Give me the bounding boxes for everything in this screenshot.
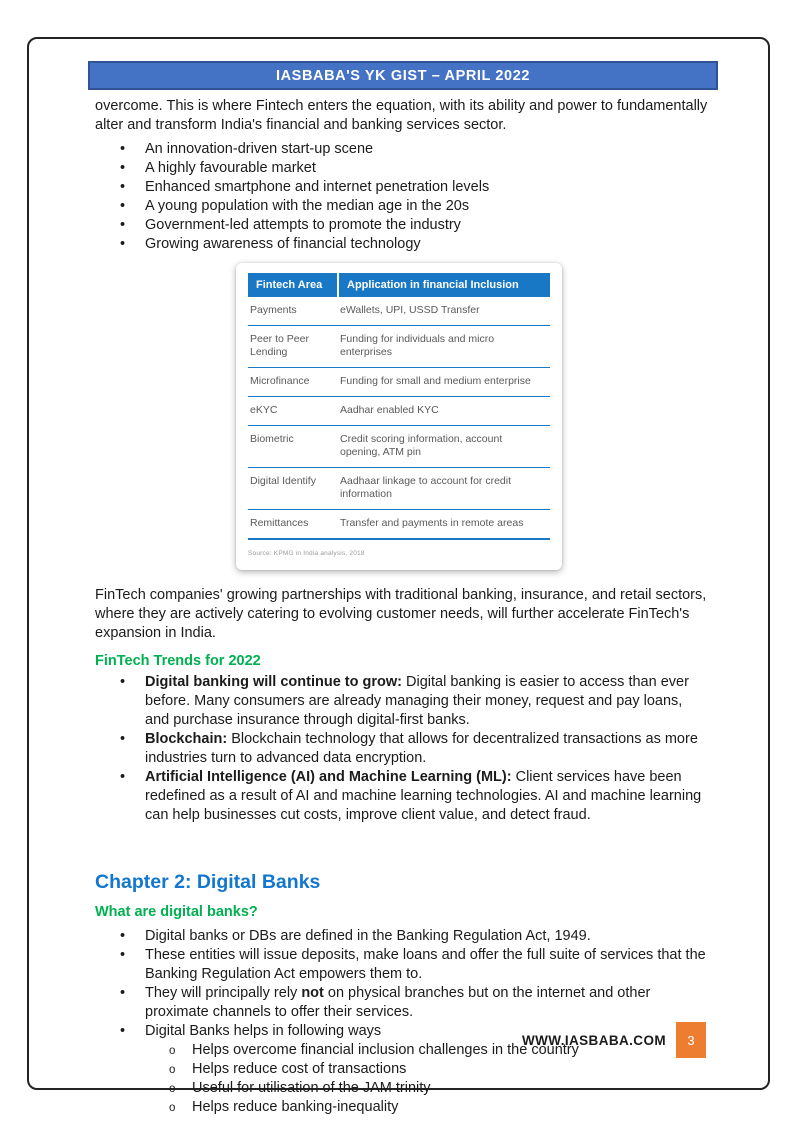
table-cell: Transfer and payments in remote areas — [338, 510, 550, 540]
bullet-item: • Enhanced smartphone and internet penetration levels — [95, 178, 709, 197]
fintech-table-card — [236, 263, 562, 570]
bullet-text-bold: not — [301, 985, 324, 1001]
page-title: IASBABA'S YK GIST – APRIL 2022 — [275, 67, 531, 84]
table-cell: Microfinance — [248, 368, 338, 397]
partnership-paragraph: FinTech companies' growing partnerships with traditional banking, insurance, and retail sectors, where they are actively catering to evolving customer needs, will further accelerate FinTech's expansion in India. — [95, 587, 707, 641]
table-header-row — [248, 273, 550, 297]
sub-bullet: o Helps reduce banking-inequality — [145, 1098, 709, 1117]
table-cell: Funding for individuals and micro enterprises — [338, 326, 550, 368]
intro-paragraph: overcome. This is where Fintech enters the equation, with its ability and power to fundamentally alter and transform India's financial and banking services sector. — [95, 98, 708, 133]
trend-text: Blockchain technology that allows for decentralized transactions as more industries turn to advanced data encryption. — [145, 731, 698, 766]
chapter-bullet: • These entities will issue deposits, make loans and offer the full suite of services that the Banking Regulation Act empowers them to. — [95, 946, 709, 984]
table-row — [248, 368, 550, 397]
table-cell: Remittances — [248, 510, 338, 540]
fintech-table — [248, 273, 550, 540]
trend-item — [95, 768, 709, 825]
page-number-badge: 3 — [676, 1022, 706, 1058]
table-row — [248, 397, 550, 426]
table-cell: Credit scoring information, account opening, ATM pin — [338, 426, 550, 468]
table-row — [248, 426, 550, 468]
trend-item — [95, 730, 709, 768]
trend-item — [95, 673, 709, 730]
footer — [522, 1022, 706, 1058]
document-content — [95, 97, 709, 1117]
chapter-title: Chapter 2: Digital Banks — [95, 871, 321, 893]
table-row — [248, 326, 550, 368]
bullet-text: on physical branches but on the internet and other proximate channels to offer their services. — [145, 985, 651, 1020]
bullet-item: • Growing awareness of financial technology — [95, 235, 709, 254]
table-cell: Biometric — [248, 426, 338, 468]
table-header-cell: Fintech Area — [248, 273, 338, 297]
table-row — [248, 510, 550, 540]
table-cell: eKYC — [248, 397, 338, 426]
table-cell: Aadhar enabled KYC — [338, 397, 550, 426]
bullet-item: • An innovation-driven start-up scene — [95, 140, 709, 159]
table-cell: Funding for small and medium enterprise — [338, 368, 550, 397]
bullet-item: • Government-led attempts to promote the industry — [95, 216, 709, 235]
trend-text: Digital banking is easier to access than ever before. Many consumers are already managing their money, request and pay loans, and purchase insurance through digital-first banks. — [145, 674, 689, 728]
table-source-note: Source: KPMG in India analysis, 2018 — [248, 550, 365, 557]
chapter-bullet: • Digital banks or DBs are defined in the Banking Regulation Act, 1949. — [95, 927, 709, 946]
trends-list — [95, 673, 709, 825]
trend-lead: Digital banking will continue to grow: — [145, 674, 402, 690]
trend-lead: Blockchain: — [145, 731, 228, 747]
section-subheading: What are digital banks? — [95, 904, 258, 920]
trend-lead: Artificial Intelligence (AI) and Machine Learning (ML): — [145, 769, 512, 785]
table-cell: eWallets, UPI, USSD Transfer — [338, 297, 550, 326]
table-header-cell: Application in financial Inclusion — [338, 273, 550, 297]
bullet-text: Digital Banks helps in following ways — [145, 1023, 382, 1039]
bullet-item: • A young population with the median age in the 20s — [95, 197, 709, 216]
bullet-text: They will principally rely — [145, 985, 302, 1001]
chapter-bullet — [95, 984, 709, 1022]
table-row — [248, 468, 550, 510]
header-bar — [88, 61, 718, 90]
intro-bullet-list — [95, 140, 709, 254]
table-cell: Digital Identify — [248, 468, 338, 510]
trend-text: Client services have been redefined as a result of AI and machine learning technologies. AI and machine learning can help businesses cut costs, improve client value, and detect fraud. — [145, 769, 702, 823]
table-cell: Payments — [248, 297, 338, 326]
bullet-item: • A highly favourable market — [95, 159, 709, 178]
table-cell: Aadhaar linkage to account for credit information — [338, 468, 550, 510]
sub-bullet: o Useful for utilisation of the JAM trinity — [145, 1079, 709, 1098]
sub-bullet: o Helps overcome financial inclusion challenges in the country — [145, 1041, 709, 1060]
table-row — [248, 297, 550, 326]
trends-heading: FinTech Trends for 2022 — [95, 653, 261, 669]
sub-bullet: o Helps reduce cost of transactions — [145, 1060, 709, 1079]
table-cell: Peer to Peer Lending — [248, 326, 338, 368]
website-text: WWW.IASBABA.COM — [522, 1032, 666, 1048]
